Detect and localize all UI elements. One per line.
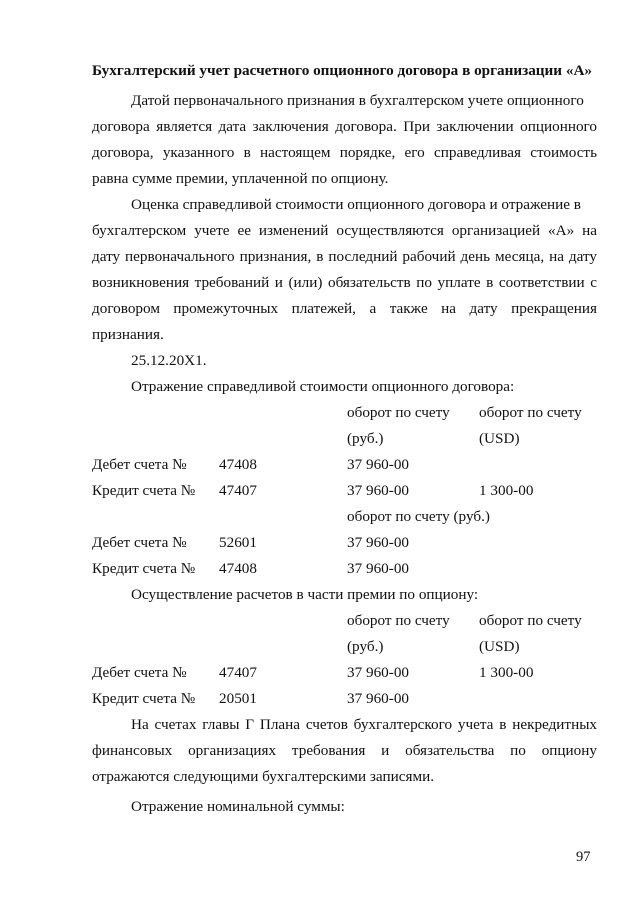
entry-amount-rub: 37 960-00 — [347, 534, 410, 551]
paragraph-line: Оценка справедливой стоимости опционного договора и отражение в — [131, 196, 581, 213]
paragraph-line: дату первоначального признания, в последний рабочий день месяца, на дату — [92, 248, 597, 265]
entry-account: 47407 — [219, 482, 257, 499]
column-header-usd: оборот по счету — [479, 404, 582, 421]
column-header-rub: оборот по счету — [347, 612, 450, 629]
entry-amount-rub: 37 960-00 — [347, 482, 410, 499]
entry-label: Дебет счета № — [92, 534, 187, 551]
paragraph-line: равна сумме премии, уплаченной по опциону. — [92, 170, 389, 187]
paragraph-line: На счетах главы Г Плана счетов бухгалтерского учета в некредитных — [131, 716, 597, 733]
entry-account: 52601 — [219, 534, 257, 551]
entry-label: Кредит счета № — [92, 482, 196, 499]
paragraph-line: договора, указанного в настоящем порядке, его справедливая стоимость — [92, 144, 597, 161]
entry-amount-usd: 1 300-00 — [479, 664, 534, 681]
column-header-usd-unit: (USD) — [479, 430, 520, 447]
entry-amount-rub: 37 960-00 — [347, 690, 410, 707]
entry-date: 25.12.20Х1. — [131, 352, 207, 369]
section-title: Осуществление расчетов в части премии по опциону: — [131, 586, 479, 603]
section-title: Отражение справедливой стоимости опционного договора: — [131, 378, 515, 395]
paragraph-line: договором промежуточных платежей, а также на дату прекращения — [92, 300, 597, 317]
entry-label: Кредит счета № — [92, 690, 196, 707]
paragraph-line: финансовых организациях требования и обязательства по опциону — [92, 742, 597, 759]
entry-label: Дебет счета № — [92, 664, 187, 681]
entry-label: Дебет счета № — [92, 456, 187, 473]
entry-account: 47407 — [219, 664, 257, 681]
column-header-rub-unit: (руб.) — [347, 638, 384, 655]
paragraph-line: Датой первоначального признания в бухгалтерском учете опционного — [131, 92, 584, 109]
entry-account: 20501 — [219, 690, 257, 707]
entry-label: Кредит счета № — [92, 560, 196, 577]
entry-amount-rub: 37 960-00 — [347, 456, 410, 473]
column-header-rub-unit: (руб.) — [347, 430, 384, 447]
column-header-usd-unit: (USD) — [479, 638, 520, 655]
entry-account: 47408 — [219, 456, 257, 473]
paragraph-line: отражаются следующими бухгалтерскими записями. — [92, 768, 434, 785]
section-heading: Бухгалтерский учет расчетного опционного договора в организации «А» — [92, 62, 592, 79]
paragraph-line: договора является дата заключения договора. При заключении опционного — [92, 118, 597, 135]
entry-amount-usd: 1 300-00 — [479, 482, 534, 499]
section-title: Отражение номинальной суммы: — [131, 798, 345, 815]
column-header-usd: оборот по счету — [479, 612, 582, 629]
paragraph-line: возникновения требований и (или) обязательств по уплате в соответствии с — [92, 274, 597, 291]
column-header-rub: оборот по счету — [347, 404, 450, 421]
paragraph-line: бухгалтерском учете ее изменений осуществляются организацией «А» на — [92, 222, 597, 239]
paragraph-line: признания. — [92, 326, 164, 343]
entry-amount-rub: 37 960-00 — [347, 560, 410, 577]
entry-account: 47408 — [219, 560, 257, 577]
entry-amount-rub: 37 960-00 — [347, 664, 410, 681]
column-header-rub: оборот по счету (руб.) — [347, 508, 490, 525]
page-number: 97 — [576, 849, 591, 865]
